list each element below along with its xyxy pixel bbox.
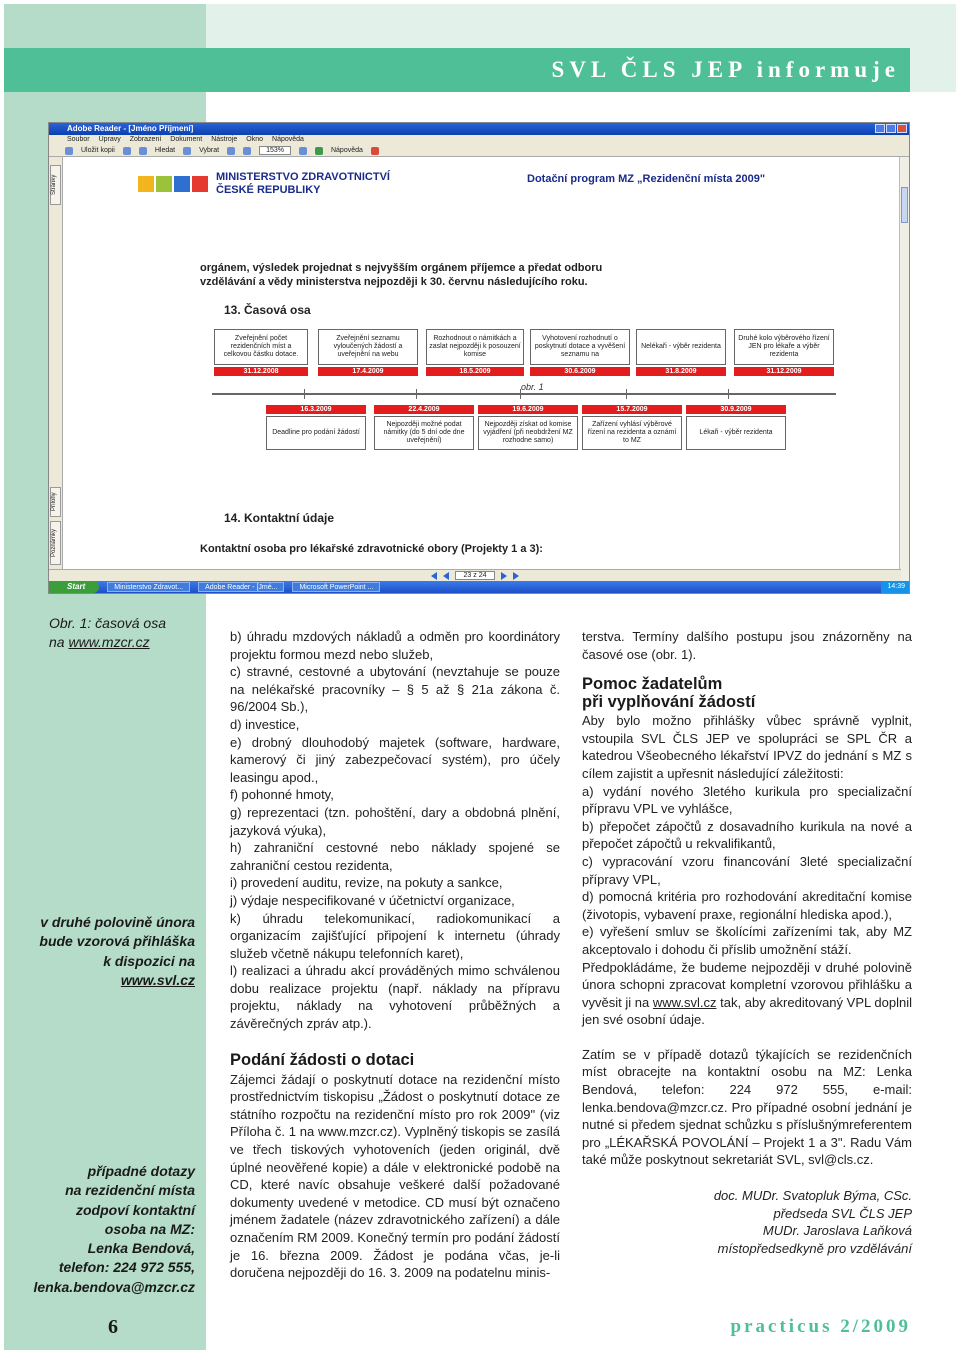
timeline-event-bottom: Nejpozději možné podat námitky (do 5 dní ode dne uveřejnění) xyxy=(374,416,474,450)
side-note-form: v druhé polovině února bude vzorová přihláška k dispozici na www.svl.cz xyxy=(39,914,195,988)
list-item: c) vypracování vzoru financování 3leté specializační přípravy VPL, xyxy=(582,853,912,887)
publication-footer: practicus 2/2009 xyxy=(730,1316,911,1337)
print-icon xyxy=(123,147,131,155)
save-copy-label: Uložit kopii xyxy=(81,146,115,154)
window-title-bar xyxy=(49,123,909,135)
timeline-event-top: Druhé kolo výběrového řízení JEN pro lékaře a výběr rezidenta xyxy=(734,329,834,365)
menu-item: Okno xyxy=(246,136,264,143)
timeline-date-bottom: 30.9.2009 xyxy=(686,405,786,414)
ministry-name-line: ČESKÉ REPUBLIKY xyxy=(216,184,321,196)
ministry-logo-mark xyxy=(138,176,208,192)
menu-item: Nástroje xyxy=(211,136,238,143)
figure-screenshot xyxy=(48,122,910,594)
menu-item: Nápověda xyxy=(272,136,304,143)
list-item: d) investice, xyxy=(230,716,300,732)
hand-icon xyxy=(183,147,191,155)
svl-link[interactable]: www.svl.cz xyxy=(652,994,717,1010)
list-item: e) vyřešení smluv se školícími zařízeními tak, aby MZ akceptovalo i dohodu či příslib umožnění stáží. xyxy=(582,924,912,957)
svl-link[interactable]: www.svl.cz xyxy=(120,971,195,988)
start-button: Start xyxy=(49,581,99,593)
help-icon xyxy=(315,147,323,155)
toolbar xyxy=(49,145,909,157)
timeline-date-bottom: 15.7.2009 xyxy=(582,405,682,414)
pdf-intro: orgánem, výsledek projednat s nejvyšším orgánem příjemce a předat odboru vzdělávání a vědy ministerstva nejpozději k 30. červnu následujícího roku. xyxy=(200,262,603,288)
timeline-event-bottom: Deadline pro podání žádostí xyxy=(266,416,366,450)
timeline-event-top: Rozhodnout o námitkách a zaslat nejpozději k posouzení komise xyxy=(426,329,524,365)
list-item: f) pohonné hmoty, xyxy=(230,787,334,803)
timeline-event-top: Zveřejnění počet rezidenčních míst a celkovou částku dotace. xyxy=(214,329,308,365)
list-item: j) výdaje nespecifikované v účetnictví organizace, xyxy=(230,892,515,908)
list-item: h) zahraniční cestovné nebo náklady spojené se zahraniční cestou rezidenta, xyxy=(230,840,560,873)
list-item: k) úhradu telekomunikací, radiokomunikací a organizacím zajišťující připojení k internetu (úhrady služeb včetně nákupu telefonních karet), xyxy=(230,910,560,961)
program-title: Dotační program MZ „Rezidenční místa 2009" xyxy=(527,173,766,185)
paragraph: terstva. Termíny dalšího postupu jsou znázorněny na časové ose (obr. 1). xyxy=(582,629,912,662)
taskbar-item: Adobe Reader - [Jmé... xyxy=(198,582,284,592)
paragraph: Aby bylo možno přihlášky vůbec správně vyplnit, vstoupila SVL ČLS JEP ve spolupráci se SPL ČR a katedrou Všeobecného lékařství IPVZ do jednání s MZ s cílem zajistit a upřesnit následující záležitosti: xyxy=(582,713,912,781)
timeline-event-bottom: Lékaři - výběr rezidenta xyxy=(686,416,786,450)
minimize-icon xyxy=(875,124,885,133)
taskbar-item: Microsoft PowerPoint ... xyxy=(292,582,380,592)
zoom-out-icon xyxy=(243,147,251,155)
list-item: b) úhradu mzdových nákladů a odměn pro koordinátory projektu formou mezd nebo služeb, xyxy=(230,629,560,662)
top-background xyxy=(206,4,956,48)
ministry-name-line: MINISTERSTVO ZDRAVOTNICTVÍ xyxy=(216,171,390,183)
paragraph: Zatím se v případě dotazů týkajících se rezidenčních míst obracejte na kontaktní osobu na MZ: Lenka Bendová, telefon: 224 972 555, e-mail: lenka.bendova@mzcr.cz. Pro případné osobní jednání je nutné si předem sjednat schůzku s příslušnýmreferentem pro „LÉKAŘSKÁ POVOLÁNÍ – Projekt 1 a 3". Radu Vám také může poskytnout sekretariát SVL, svl@cls.cz. xyxy=(582,1046,912,1168)
timeline-event-top: Zveřejnění seznamu vyloučených žádostí a uveřejnění na webu xyxy=(318,329,418,365)
ministry-logo xyxy=(138,171,390,197)
close-icon xyxy=(897,124,907,133)
pdf-page xyxy=(64,157,900,569)
menu-bar xyxy=(49,135,909,145)
timeline-date-bottom: 19.6.2009 xyxy=(478,405,578,414)
figure-caption: Obr. 1: časová osa na www.mzcr.cz xyxy=(49,615,166,650)
previous-page-icon xyxy=(443,572,449,580)
select-label: Vybrat xyxy=(199,146,220,154)
list-item: l) realizaci a úhradu akcí prováděných mimo schválenou dobu realizace projektu (např. náklady na přípravu projektu, náklady na vyhotovení průběžných a závěrečných zpráv atp.). xyxy=(230,963,560,1032)
paragraph: Zájemci žádají o poskytnutí dotace na rezidenční místo prostřednictvím tiskopisu „Žádost o poskytnutí dotace ze státního rozpočtu na rezidenční místo pro rok 2009" (viz Příloha č. 1 na www.mzcr.cz). Vyplněný tiskopis se zasílá ve třech tiskových vyhotoveních (jeden originál, dvě úplné neověřené kopie) a dále v elektronické podobě na CD, které navíc obsahuje veškeré další požadované dokumenty uvedené v metodice. CD musí být označeno jménem žadatele (název zdravotnického zařízení) a dále označením RM 2009. Konečný termín pro podání žádostí je 16. března 2009. Žádost je podána včas, je-li doručena nejpozději do 16. 3. 2009 na podatelnu minis- xyxy=(230,1071,560,1281)
contact-line: Kontaktní osoba pro lékařské zdravotnické obory (Projekty 1 a 3): xyxy=(200,543,543,555)
scroll-thumb xyxy=(901,187,908,223)
timeline-date-top: 17.4.2009 xyxy=(318,367,418,376)
article-column-2 xyxy=(582,628,912,1257)
section-heading: Podání žádosti o dotaci xyxy=(230,1050,415,1069)
side-tab-notes: Poznámky xyxy=(50,521,61,565)
list-item: i) provedení auditu, revize, na pokuty a sankce, xyxy=(230,875,503,891)
figure-mark: obr. 1 xyxy=(521,382,544,392)
next-page-icon xyxy=(501,572,507,580)
signature-block: doc. MUDr. Svatopluk Býma, CSc. předseda SVL ČLS JEP MUDr. Jaroslava Laňková místopředsedkyně pro vzdělávání xyxy=(713,1188,912,1256)
article-column-1 xyxy=(230,628,560,1282)
paragraph: Předpokládáme, že budeme nejpozději v druhé polovině února schopni zpracovat kompletní vzorovou přihlášku a vyvěsit ji na www.svl.cz tak, aby akreditovaný VPL doplnil jen své osobní údaje. xyxy=(582,959,912,1028)
side-tab-pages: Stránky xyxy=(50,165,61,205)
list-item: e) drobný dlouhodobý majetek (software, hardware, kamerový či jiný zabezpečovací systém), pro účely leasingu apod., xyxy=(230,734,560,785)
list-item: b) přepočet zápočtů z dosavadního kurikula na nové a přepočet zápočtů u rekvalifikantů, xyxy=(582,818,912,852)
side-note-contact: případné dotazy na rezidenční místa zodpoví kontaktní osoba na MZ: Lenka Bendová, telefon: 224 972 555, lenka.bendova@mzcr.cz xyxy=(33,1163,195,1295)
section-14-heading: 14. Kontaktní údaje xyxy=(224,511,335,525)
timeline-event-top: Nelékaři - výběr rezidenta xyxy=(636,329,726,365)
last-page-icon xyxy=(513,572,519,580)
window-title: Adobe Reader - [Jméno Příjmení] xyxy=(67,124,194,133)
menu-item: Úpravy xyxy=(98,136,121,143)
timeline-date-top: 30.6.2009 xyxy=(530,367,630,376)
open-icon xyxy=(65,147,73,155)
timeline-date-top: 31.8.2009 xyxy=(636,367,726,376)
timeline-date-top: 18.5.2009 xyxy=(426,367,524,376)
page-number: 6 xyxy=(108,1316,118,1338)
zoom-in-icon xyxy=(299,147,307,155)
vertical-scrollbar xyxy=(899,157,909,583)
side-panel xyxy=(49,157,63,583)
taskbar-item: Ministerstvo Zdravot... xyxy=(107,582,190,592)
timeline-date-top: 31.12.2009 xyxy=(734,367,834,376)
menu-item: Zobrazení xyxy=(129,136,162,143)
header-title: SVL ČLS JEP informuje xyxy=(551,57,900,82)
list-item: a) vydání nového 3letého kurikula pro specializační přípravu VPL ve vyhlášce, xyxy=(582,783,912,817)
taskbar-clock: 14:39 xyxy=(881,581,910,593)
first-page-icon xyxy=(431,572,437,580)
zoom-icon xyxy=(227,147,235,155)
timeline-date-top: 31.12.2008 xyxy=(214,367,308,376)
list-item: c) stravné, cestovné a ubytování (nevztahuje se pouze na nelékařské pracovníky – § 5 až § 21a zákona č. 96/2004 Sb.), xyxy=(230,664,560,715)
timeline-date-bottom: 16.3.2009 xyxy=(266,405,366,414)
search-label: Hledat xyxy=(154,146,176,154)
page-navigation xyxy=(49,569,901,581)
menu-item: Soubor xyxy=(67,136,90,143)
maximize-icon xyxy=(886,124,896,133)
list-item: g) reprezentaci (tzn. pohoštění, dary a obdobná plnění, jazyková výuka), xyxy=(230,804,560,838)
help-label: Nápověda xyxy=(330,146,363,154)
header-band-end xyxy=(910,48,956,92)
side-tab-attachments: Přílohy xyxy=(50,487,61,517)
timeline-axis xyxy=(212,393,836,395)
zoom-field: 153% xyxy=(259,146,291,155)
taskbar xyxy=(49,581,910,593)
list-item: d) pomocná kritéria pro rozhodování akreditační komise (životopis, vybavení praxe, regionální hlediska apod.), xyxy=(582,889,912,922)
page-indicator: 23 z 24 xyxy=(455,571,496,580)
timeline-event-top: Vyhotovení rozhodnutí o poskytnutí dotace a vyvěšení seznamu na xyxy=(530,329,630,365)
timeline-date-bottom: 22.4.2009 xyxy=(374,405,474,414)
timeline-event-bottom: Nejpozději získat od komise vyjádření (při neobdržení MZ rozhodne samo) xyxy=(478,416,578,450)
mzcr-link[interactable]: www.mzcr.cz xyxy=(68,634,150,650)
email-icon xyxy=(139,147,147,155)
window-controls xyxy=(875,124,907,133)
adobe-icon xyxy=(371,147,379,155)
timeline-event-bottom: Zařízení vyhlásí výběrové řízení na rezidenta a oznámí to MZ xyxy=(582,416,682,450)
section-13-heading: 13. Časová osa xyxy=(224,303,311,317)
menu-item: Dokument xyxy=(170,136,203,143)
section-heading: Pomoc žadatelům při vyplňování žádostí xyxy=(582,675,756,712)
